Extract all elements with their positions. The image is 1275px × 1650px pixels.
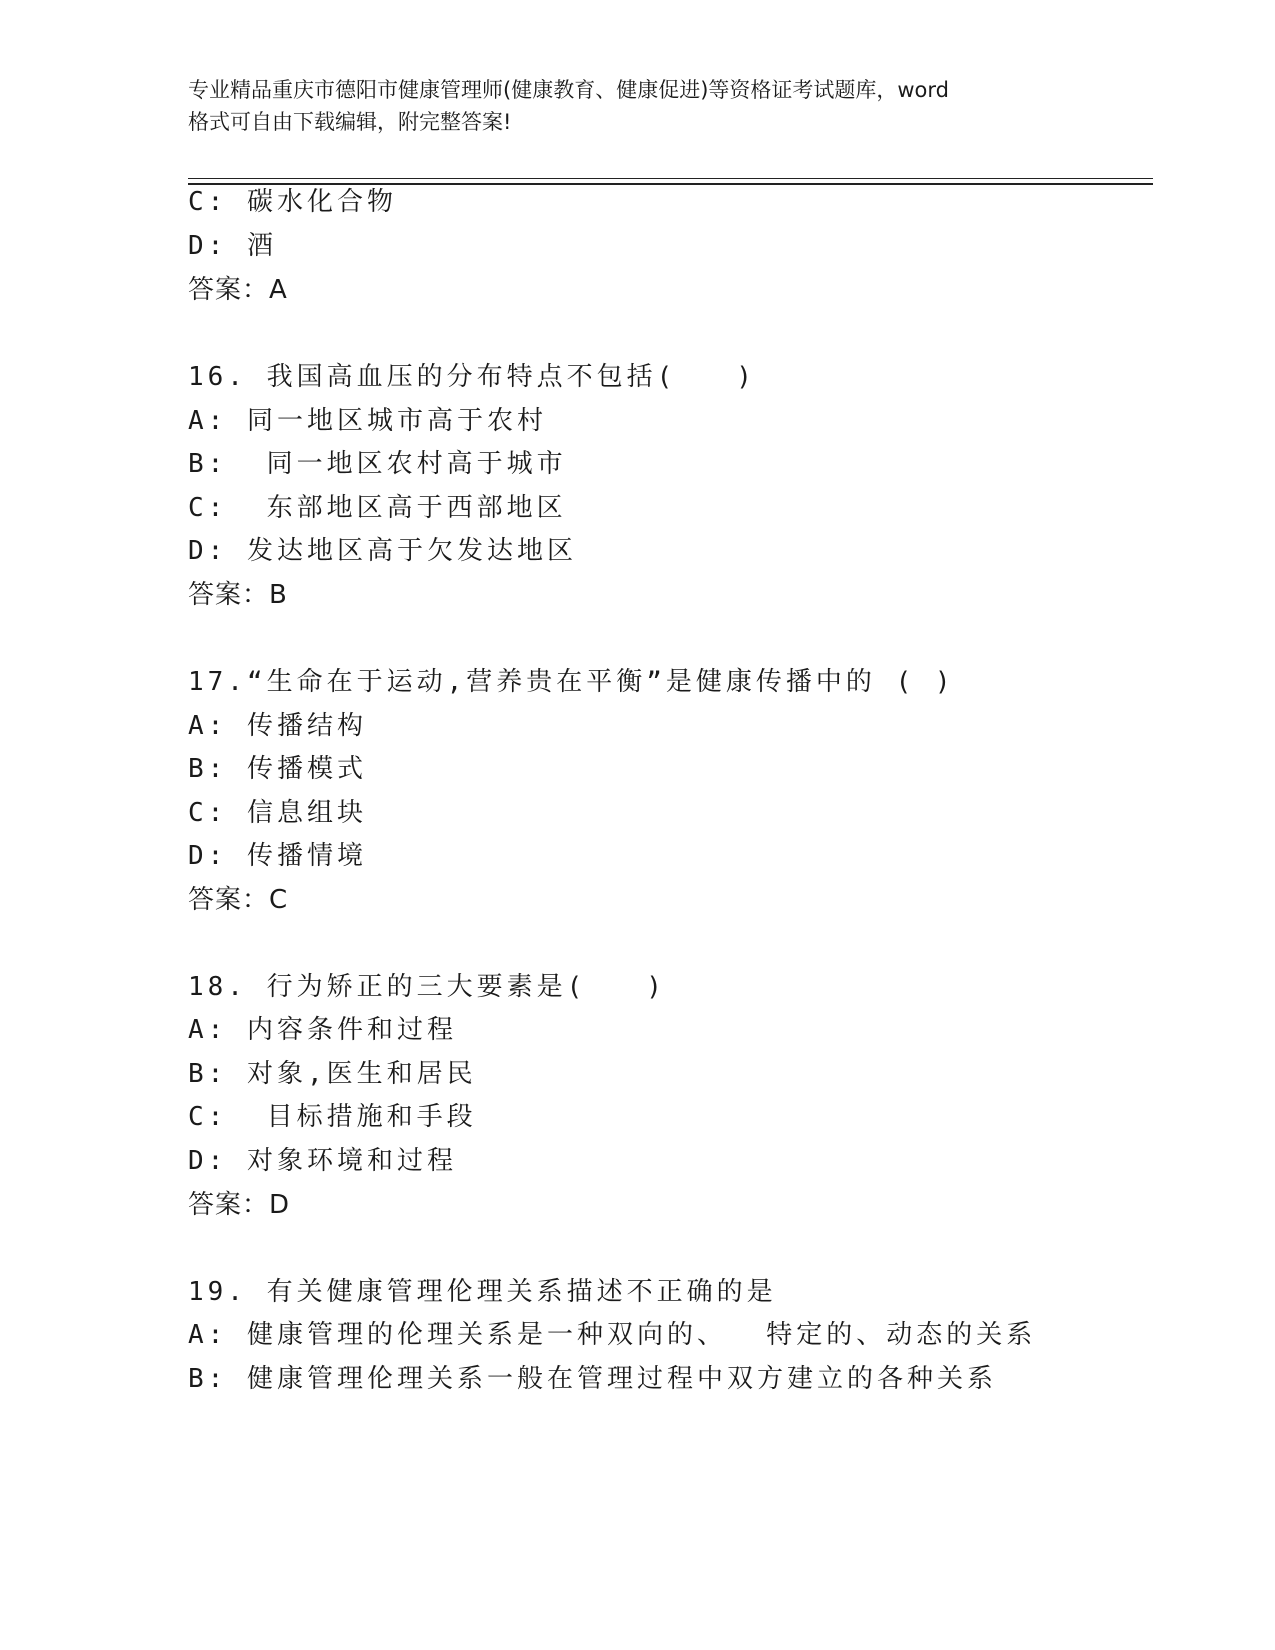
q16-stem: 16. 我国高血压的分布特点不包括( ) xyxy=(188,362,756,392)
prev-option-d: D: 酒 xyxy=(188,231,277,261)
q18-stem: 18. 行为矫正的三大要素是( ) xyxy=(188,972,666,1002)
q18-option-b: B: 对象,医生和居民 xyxy=(188,1059,477,1089)
q17-option-a: A: 传播结构 xyxy=(188,711,367,741)
q17-option-b: B: 传播模式 xyxy=(188,754,367,784)
header-divider-thin xyxy=(188,178,1153,179)
q19-stem: 19. 有关健康管理伦理关系描述不正确的是 xyxy=(188,1277,777,1307)
q18-option-c: C: 目标措施和手段 xyxy=(188,1102,477,1132)
q17-option-d: D: 传播情境 xyxy=(188,841,367,871)
q16-option-c: C: 东部地区高于西部地区 xyxy=(188,493,567,523)
q19-option-b: B: 健康管理伦理关系一般在管理过程中双方建立的各种关系 xyxy=(188,1364,997,1394)
q18-option-a: A: 内容条件和过程 xyxy=(188,1015,457,1045)
header-line-1: 专业精品重庆市德阳市健康管理师(健康教育、健康促进)等资格证考试题库，word xyxy=(188,78,950,102)
prev-answer: 答案：A xyxy=(188,275,288,305)
q17-answer: 答案：C xyxy=(188,885,289,915)
header-line-2: 格式可自由下载编辑，附完整答案! xyxy=(188,110,512,134)
q17-option-c: C: 信息组块 xyxy=(188,798,367,828)
q18-answer: 答案：D xyxy=(188,1190,291,1220)
q17-stem: 17.“生命在于运动,营养贵在平衡”是健康传播中的 ( ) xyxy=(188,667,955,697)
document-header xyxy=(188,74,1088,138)
q16-option-a: A: 同一地区城市高于农村 xyxy=(188,406,547,436)
q16-answer: 答案：B xyxy=(188,580,288,610)
prev-option-c: C: 碳水化合物 xyxy=(188,187,397,217)
q16-option-b: B: 同一地区农村高于城市 xyxy=(188,449,567,479)
q19-option-a: A: 健康管理的伦理关系是一种双向的、 特定的、动态的关系 xyxy=(188,1320,1037,1350)
header-divider-thick xyxy=(188,183,1153,185)
q16-option-d: D: 发达地区高于欠发达地区 xyxy=(188,536,577,566)
q18-option-d: D: 对象环境和过程 xyxy=(188,1146,457,1176)
